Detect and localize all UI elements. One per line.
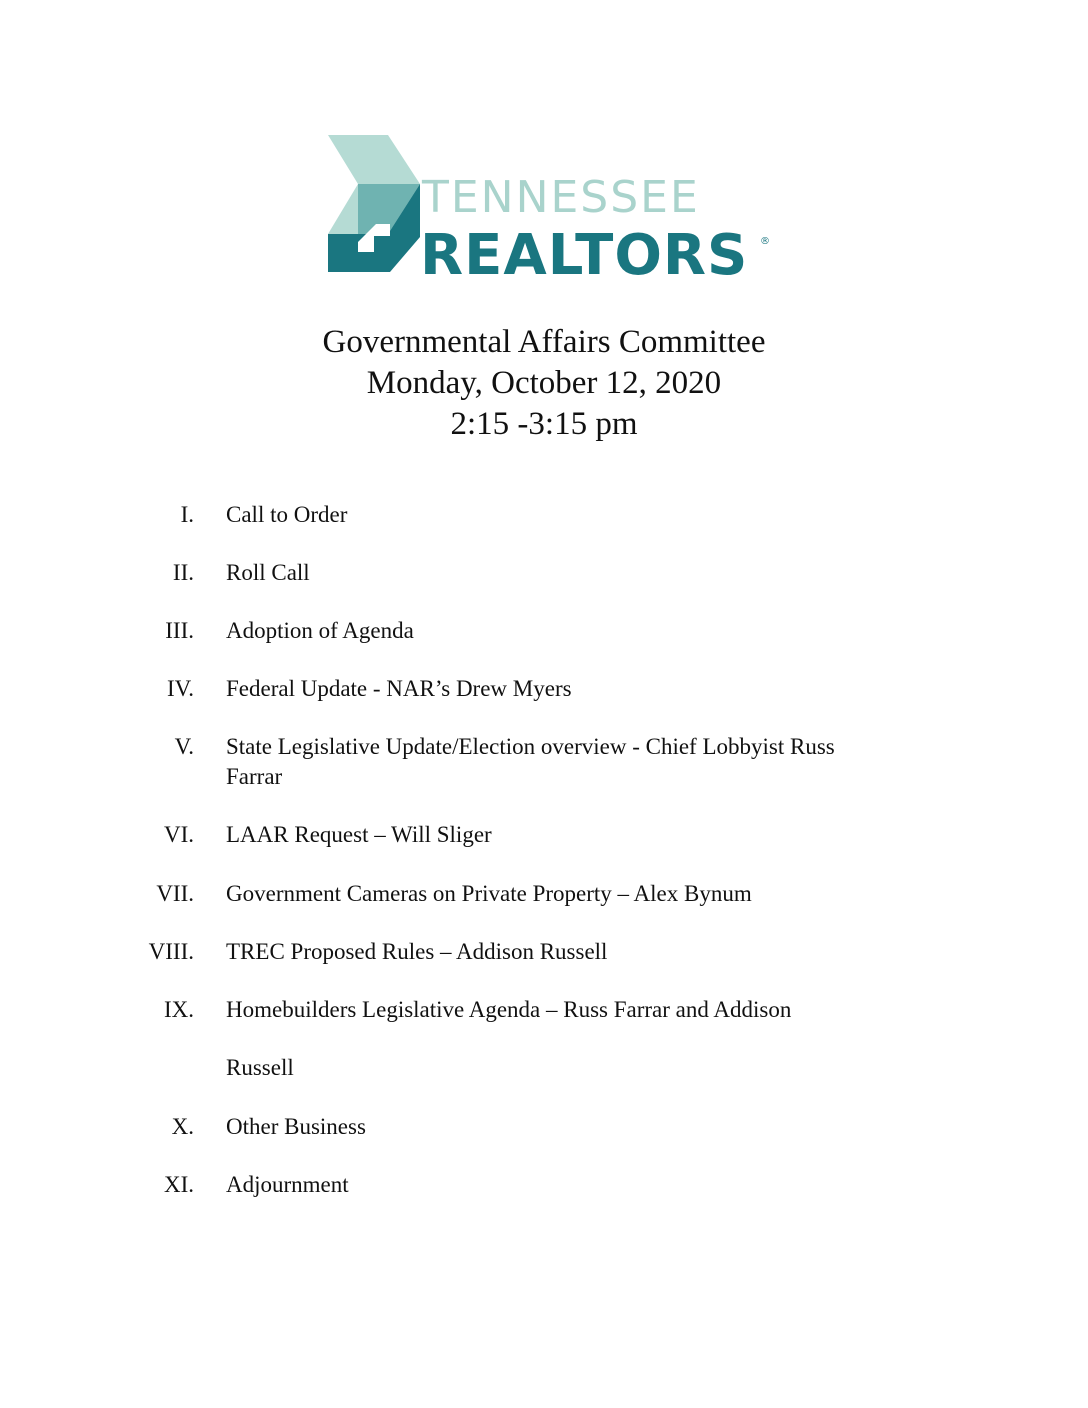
agenda-item-number: VI. [163,822,194,847]
meeting-time: 2:15 -3:15 pm [450,406,638,442]
agenda-item-text: LAAR Request – Will Sliger [226,822,492,847]
agenda-item-number: III. [165,618,194,643]
agenda-item-text: TREC Proposed Rules – Addison Russell [226,939,608,964]
meeting-date: Monday, October 12, 2020 [366,365,722,401]
agenda-item-text-line-2: Farrar [226,764,283,789]
logo-word-realtors: REALTORS [420,223,749,288]
agenda-item-number: IV. [166,676,194,701]
logo-chevron-icon [328,132,423,282]
agenda-item-number: II. [172,560,194,585]
agenda-item-number: X. [171,1114,194,1139]
committee-title: Governmental Affairs Committee [322,324,766,360]
agenda-item-text: Adoption of Agenda [226,618,414,643]
meeting-header [0,322,1088,445]
agenda-item-text: Other Business [226,1114,366,1139]
agenda-item-number: XI. [163,1172,194,1197]
agenda-item-number: VIII. [148,939,194,964]
agenda-item-number: I. [180,502,194,527]
agenda-item-text: Homebuilders Legislative Agenda – Russ Farrar and Addison [226,997,792,1022]
agenda-item-text: Federal Update - NAR’s Drew Myers [226,676,572,701]
agenda-item-text: Government Cameras on Private Property – Alex Bynum [226,881,752,906]
agenda-item-number: IX. [163,997,194,1022]
tennessee-realtors-logo [328,132,773,288]
agenda-item-text: Adjournment [226,1172,349,1197]
agenda-item-text: Roll Call [226,560,310,585]
agenda-item-number: VII. [156,881,194,906]
logo-registered-mark: ® [760,236,770,247]
agenda-item-number: V. [174,734,194,759]
agenda-item-text: Call to Order [226,502,348,527]
agenda-item-text: State Legislative Update/Election overview - Chief Lobbyist Russ [226,734,835,759]
logo-word-tennessee: TENNESSEE [422,172,700,223]
agenda-item-text-line-2: Russell [226,1055,294,1080]
